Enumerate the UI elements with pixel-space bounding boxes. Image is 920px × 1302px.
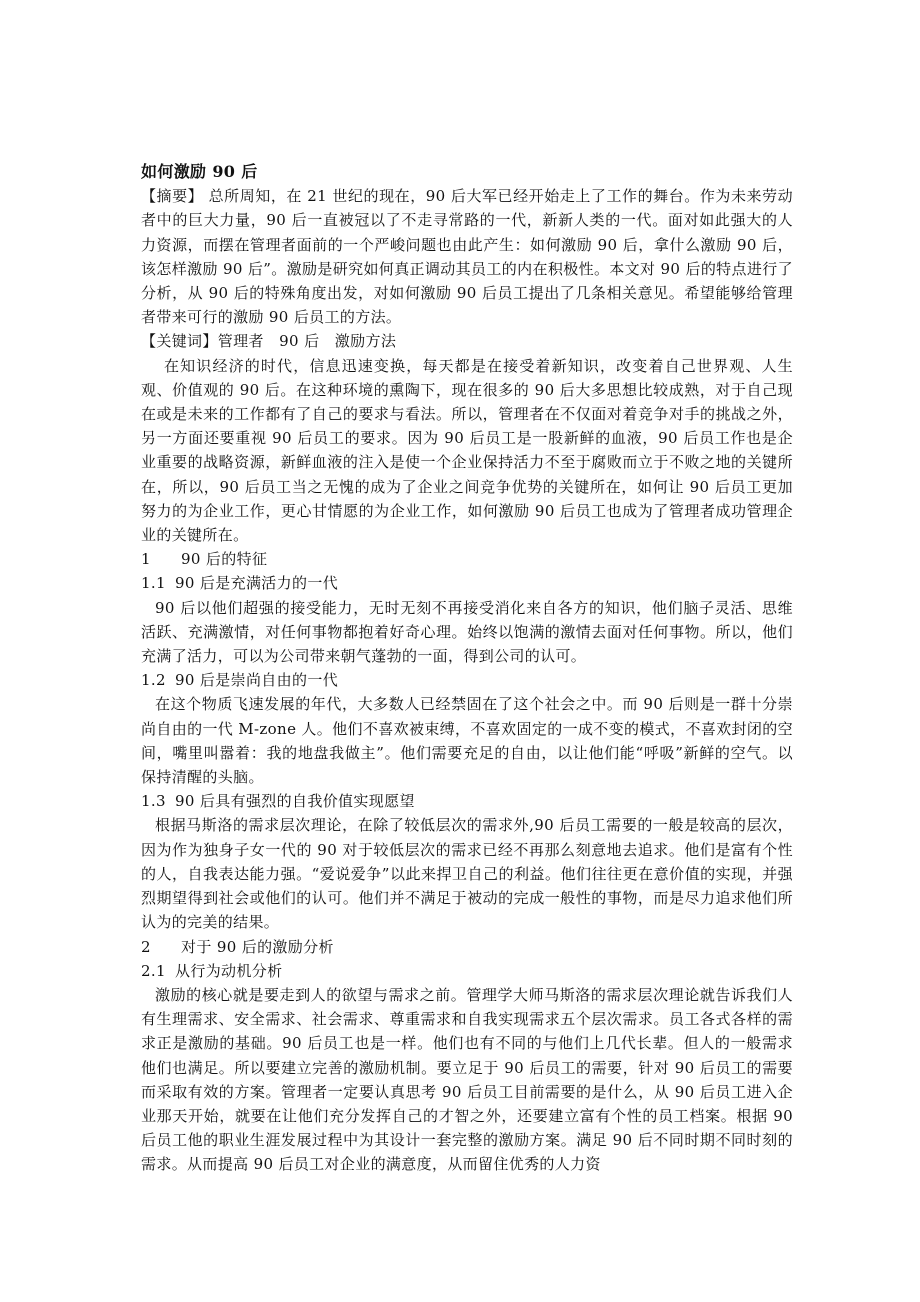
keywords-text: 管理者 90 后 激励方法 (217, 332, 397, 351)
document-title: 如何激励 90 后 (141, 162, 258, 181)
section-title: 90 后的特征 (181, 550, 268, 569)
abstract-text: 总所周知，在 21 世纪的现在，90 后大军已经开始走上了工作的舞台。作为未来劳动者中的巨大力量，90 后一直被冠以了不走寻常路的一代，新新人类的一代。面对如此强大的人力资源，而摆在管理者面前的一个严峻问题也由此产生：如何激励 90 后，拿什么激励 90 后，该怎样激励 90 后”。激励是研究如何真正调动其员工的内在积极性。本文对 90 后的特点进行了分析，从 90 后的特殊角度出发，对如何激励 90 后员工提出了几条相关意见。希望能够给管理者带来可行的激励 90 后员工的方法。 (141, 187, 793, 327)
keywords-paragraph (141, 329, 793, 353)
abstract-label: 【摘要】 (141, 187, 204, 206)
intro-paragraph: 在知识经济的时代，信息迅速变换，每天都是在接受着新知识，改变着自己世界观、人生观、价值观的 90 后。在这种环境的熏陶下，现在很多的 90 后大多思想比较成熟，对于自己现在或是未来的工作都有了自己的要求与看法。所以，管理者在不仅面对着竞争对手的挑战之外，另一方面还要重视 90 后员工的要求。因为 90 后员工是一股新鲜的血液，90 后员工作也是企业重要的战略资源，新鲜血液的注入是使一个企业保持活力不至于腐败而立于不败之地的关键所在，所以，90 后员工当之无愧的成为了企业之间竞争优势的关键所在，如何让 90 后员工更加努力的为企业工作，更心甘情愿的为企业工作，如何激励 90 后员工也成为了管理者成功管理企业的关键所在。 (141, 356, 793, 545)
section-1-1-heading (141, 571, 793, 595)
section-number: 2.1 (141, 961, 166, 980)
section-title: 90 后具有强烈的自我价值实现愿望 (175, 792, 415, 811)
section-1-2-heading (141, 668, 793, 692)
section-2-1-heading (141, 959, 793, 983)
section-title: 从行为动机分析 (175, 961, 283, 980)
section-number: 1.3 (141, 792, 166, 811)
section-1-3-paragraph: 根据马斯洛的需求层次理论，在除了较低层次的需求外,90 后员工需要的一般是较高的层次，因为作为独身子女一代的 90 对于较低层次的需求已经不再那么刻意地去追求。他们是富有个性的人，自我表达能力强。“爱说爱争”以此来捍卫自己的利益。他们往往更在意价值的实现，并强烈期望得到社会或他们的认可。他们并不满足于被动的完成一般性的事物，而是尽力追求他们所认为的完美的结果。 (141, 816, 793, 932)
abstract-paragraph (141, 184, 793, 329)
document-body (141, 160, 793, 1177)
section-1-3-heading (141, 789, 793, 813)
section-title: 90 后是充满活力的一代 (175, 574, 339, 593)
section-1-2-paragraph: 在这个物质飞速发展的年代，大多数人已经禁固在了这个社会之中。而 90 后则是一群十分崇尚自由的一代 M-zone 人。他们不喜欢被束缚，不喜欢固定的一成不变的模式，不喜欢封闭的空间，嘴里叫嚣着：我的地盘我做主”。他们需要充足的自由，以让他们能“呼吸”新鲜的空气。以保持清醒的头脑。 (141, 695, 793, 787)
section-2-heading (141, 935, 793, 959)
section-title: 对于 90 后的激励分析 (181, 937, 334, 956)
section-number: 1.2 (141, 671, 166, 690)
section-number: 1.1 (141, 574, 166, 593)
section-title: 90 后是崇尚自由的一代 (175, 671, 339, 690)
keywords-label: 【关键词】 (141, 332, 218, 351)
section-1-heading (141, 547, 793, 571)
section-number: 1 (141, 550, 151, 569)
section-2-1-paragraph: 激励的核心就是要走到人的欲望与需求之前。管理学大师马斯洛的需求层次理论就告诉我们人有生理需求、安全需求、社会需求、尊重需求和自我实现需求五个层次需求。员工各式各样的需求正是激励的基础。90 后员工也是一样。他们也有不同的与他们上几代长辈。但人的一般需求他们也满足。所以要建立完善的激励机制。要立足于 90 后员工的需要，针对 90 后员工的需要而采取有效的方案。管理者一定要认真思考 90 后员工目前需要的是什么，从 90 后员工进入企业那天开始，就要在让他们充分发挥自己的才智之外，还要建立富有个性的员工档案。根据 90 后员工他的职业生涯发展过程中为其设计一套完整的激励方案。满足 90 后不同时期不同时刻的需求。从而提高 90 后员工对企业的满意度，从而留住优秀的人力资 (141, 985, 793, 1174)
section-1-1-paragraph: 90 后以他们超强的接受能力，无时无刻不再接受消化来自各方的知识，他们脑子灵活、思维活跃、充满激情，对任何事物都抱着好奇心理。始终以饱满的激情去面对任何事物。所以，他们充满了活力，可以为公司带来朝气蓬勃的一面，得到公司的认可。 (141, 598, 793, 666)
section-number: 2 (141, 937, 151, 956)
